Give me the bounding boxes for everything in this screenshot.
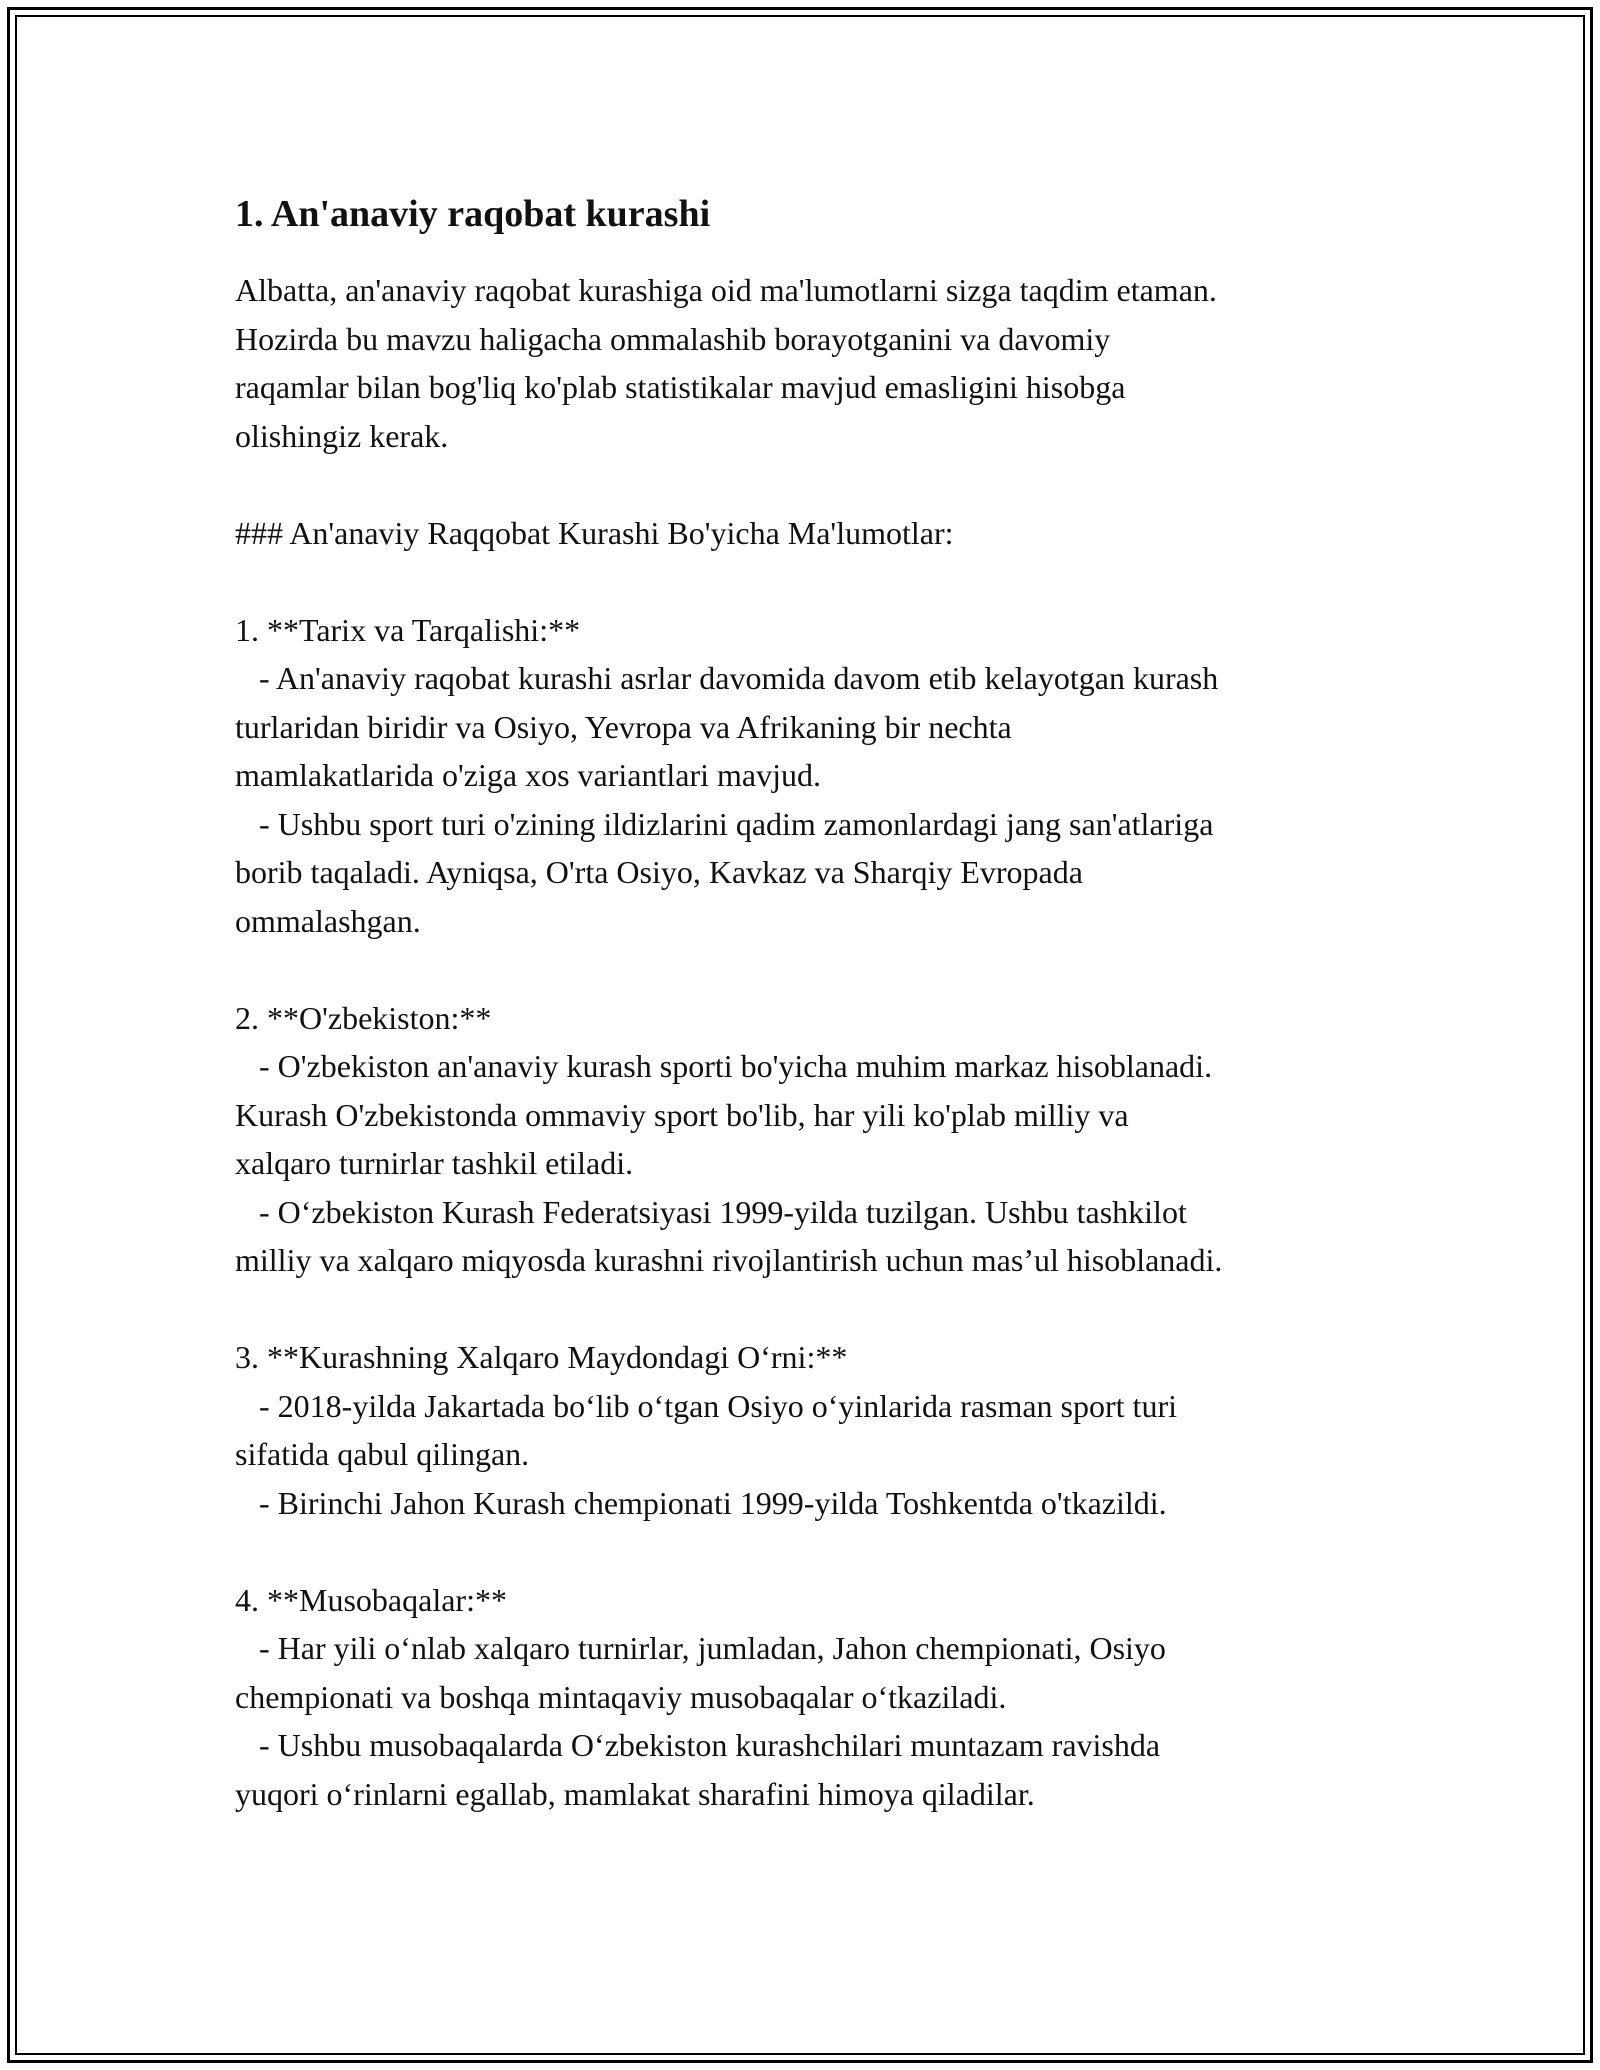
section-2-bullet-2: - O‘zbekiston Kurash Federatsiyasi 1999-yilda tuzilgan. Ushbu tashkilot milliy va xalqaro miqyosda kurashni rivojlantirish uchun mas’ul hisoblanadi. <box>235 1193 1223 1278</box>
section-4-header: 4. **Musobaqalar:** <box>235 1581 507 1618</box>
section-3-bullet-2: - Birinchi Jahon Kurash chempionati 1999-yilda Toshkentda o'tkazildi. <box>235 1484 1167 1521</box>
section-1-bullet-1: - An'anaviy raqobat kurashi asrlar davomida davom etib kelayotgan kurash turlaridan biridir va Osiyo, Yevropa va Afrikaning bir nechta mamlakatlarida o'ziga xos variantlari mavjud. <box>235 660 1219 793</box>
section-4-bullet-1: - Har yili o‘nlab xalqaro turnirlar, jumladan, Jahon chempionati, Osiyo chempionati va boshqa mintaqaviy musobaqalar o‘tkaziladi. <box>235 1630 1166 1715</box>
spacer <box>235 460 1385 509</box>
document-body <box>235 190 1385 1818</box>
section-3-bullet-1: - 2018-yilda Jakartada bo‘lib o‘tgan Osiyo o‘yinlarida rasman sport turi sifatida qabul qilingan. <box>235 1387 1177 1472</box>
section-1-header: 1. **Tarix va Tarqalishi:** <box>235 611 581 648</box>
section-2-bullet-1: - O'zbekiston an'anaviy kurash sporti bo'yicha muhim markaz hisoblanadi. Kurash O'zbekistonda ommaviy sport bo'lib, har yili ko'plab milliy va xalqaro turnirlar tashkil etiladi. <box>235 1048 1213 1181</box>
spacer <box>235 945 1385 994</box>
section-1-bullet-2: - Ushbu sport turi o'zining ildizlarini qadim zamonlardagi jang san'atlariga borib taqaladi. Ayniqsa, O'rta Osiyo, Kavkaz va Sharqiy Evropada ommalashgan. <box>235 805 1214 939</box>
section-2-header: 2. **O'zbekiston:** <box>235 999 492 1036</box>
intro-paragraph: Albatta, an'anaviy raqobat kurashiga oid ma'lumotlarni sizga taqdim etaman. Hozirda bu mavzu haligacha ommalashib borayotganini va davomiy raqamlar bilan bog'liq ko'plab statistikalar mavjud emasligini hisobga olishingiz kerak. <box>235 272 1217 454</box>
section-heading: ### An'anaviy Raqqobat Kurashi Bo'yicha Ma'lumotlar: <box>235 514 954 551</box>
spacer <box>235 1285 1385 1334</box>
spacer <box>235 557 1385 606</box>
section-3-header: 3. **Kurashning Xalqaro Maydondagi O‘rni:** <box>235 1339 848 1375</box>
spacer <box>235 1527 1385 1576</box>
document-title: 1. An'anaviy raqobat kurashi <box>235 193 711 235</box>
section-4-bullet-2: - Ushbu musobaqalarda O‘zbekiston kurashchilari muntazam ravishda yuqori o‘rinlarni egallab, mamlakat sharafini himoya qiladilar. <box>235 1727 1161 1812</box>
